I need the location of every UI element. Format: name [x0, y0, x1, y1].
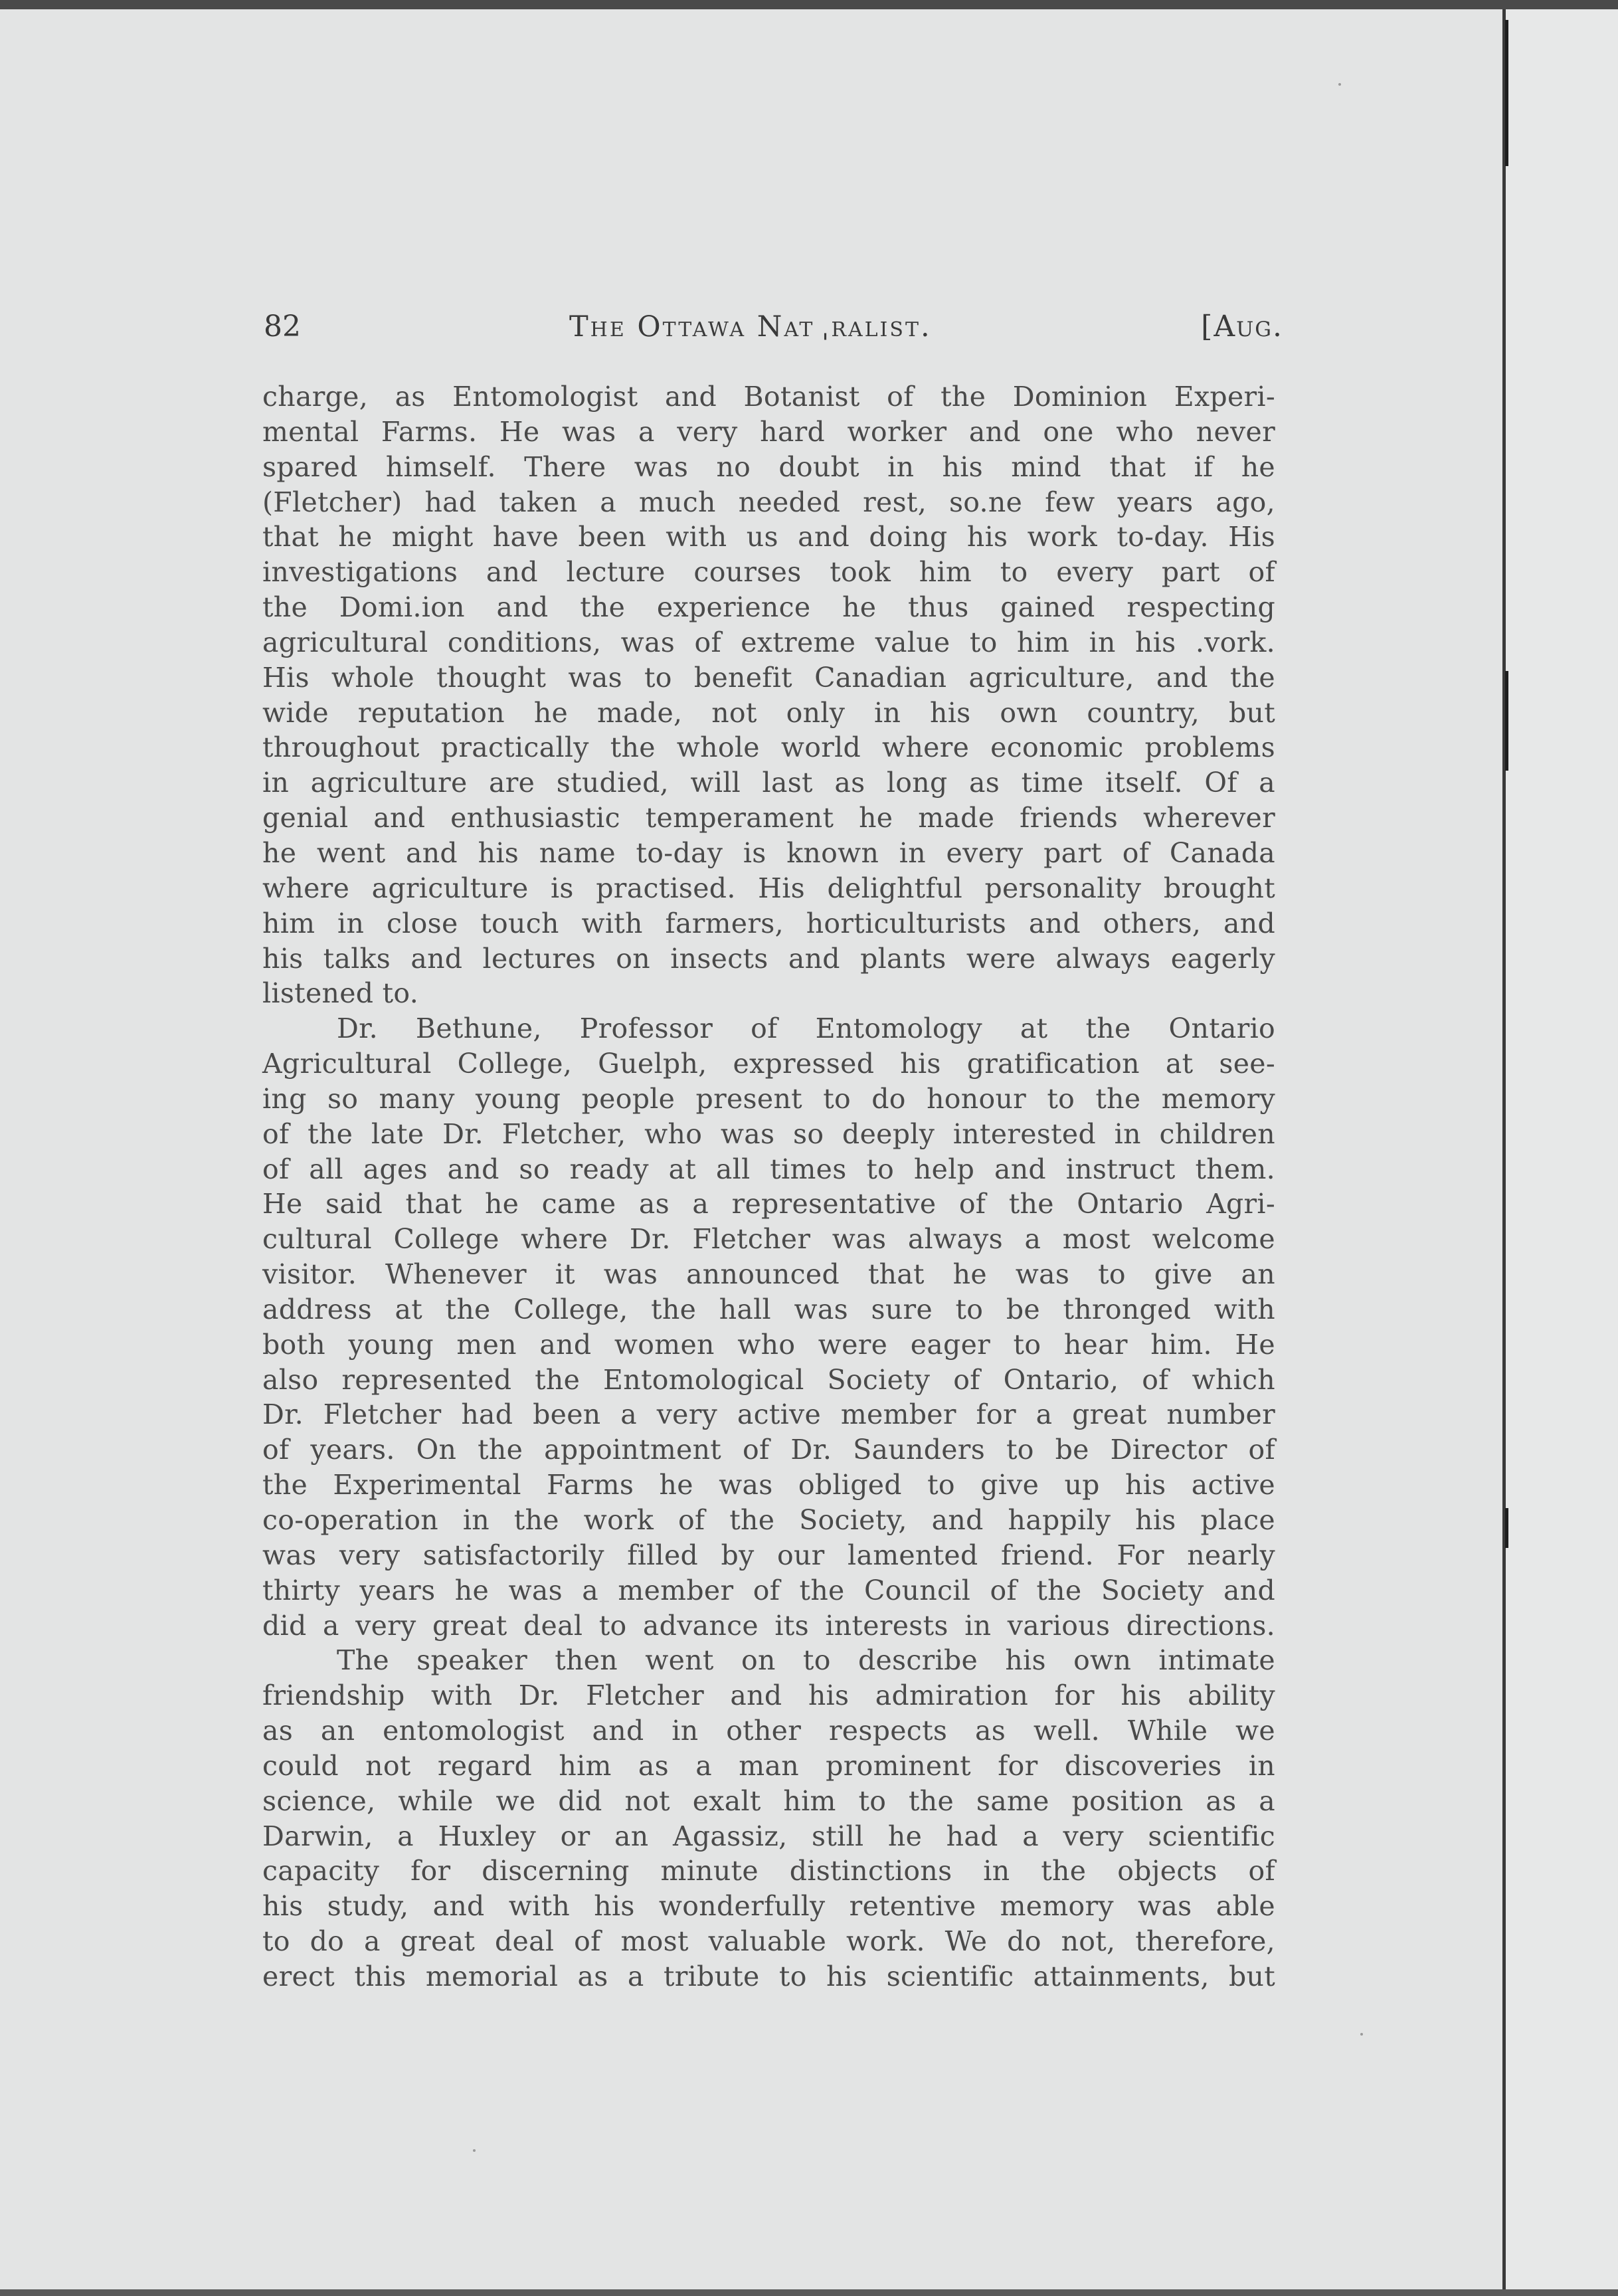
text-line: in agriculture are studied, will last as long as time itself. Of a: [262, 767, 1275, 799]
text-line: genial and enthusiastic temperament he made friends wherever: [262, 802, 1275, 834]
text-line: address at the College, the hall was sure to be thronged with: [262, 1293, 1275, 1325]
text-line: his study, and with his wonderfully retentive memory was able: [262, 1890, 1275, 1923]
text-line: throughout practically the whole world where economic problems: [262, 731, 1275, 764]
dust-speck: [473, 2149, 476, 2152]
text-line: him in close touch with farmers, horticulturists and others, and: [262, 907, 1275, 939]
text-line: friendship with Dr. Fletcher and his admiration for his ability: [262, 1679, 1275, 1712]
text-line: could not regard him as a man prominent for discoveries in: [262, 1749, 1275, 1782]
article-body: [262, 379, 1275, 1994]
text-line: erect this memorial as a tribute to his scientific attainments, but: [262, 1960, 1275, 1992]
text-line: his talks and lectures on insects and plants were always eagerly: [262, 942, 1275, 975]
text-line: science, while we did not exalt him to the same position as a: [262, 1784, 1275, 1817]
text-line: was very satisfactorily filled by our lamented friend. For nearly: [262, 1539, 1275, 1571]
page-edge-mark-2: [1505, 671, 1508, 771]
dust-speck: [1338, 83, 1341, 86]
text-line: visitor. Whenever it was announced that he was to give an: [262, 1258, 1275, 1291]
text-line: that he might have been with us and doing his work to-day. His: [262, 521, 1275, 553]
text-line: investigations and lecture courses took him to every part of: [262, 556, 1275, 589]
page-edge-mark-3: [1505, 1508, 1508, 1548]
text-line: as an entomologist and in other respects as well. While we: [262, 1715, 1275, 1747]
text-line: (Fletcher) had taken a much needed rest, so.ne few years ago,: [262, 486, 1275, 518]
text-line: of the late Dr. Fletcher, who was so deeply interested in children: [262, 1117, 1275, 1150]
text-line: of all ages and so ready at all times to help and instruct them.: [262, 1153, 1275, 1185]
dust-speck: [1360, 2033, 1363, 2036]
text-line: thirty years he was a member of the Council of the Society and: [262, 1574, 1275, 1606]
text-line: agricultural conditions, was of extreme value to him in his .vork.: [262, 626, 1275, 658]
text-line: cultural College where Dr. Fletcher was always a most welcome: [262, 1223, 1275, 1256]
text-line: where agriculture is practised. His delightful personality brought: [262, 872, 1275, 904]
text-line: His whole thought was to benefit Canadian agriculture, and the: [262, 661, 1275, 694]
issue-month: [Aug.: [1201, 310, 1283, 343]
journal-title: The Ottawa Nat ˌralist.: [569, 310, 932, 343]
page-edge-mark-1: [1505, 20, 1508, 166]
text-line: the Experimental Farms he was obliged to give up his active: [262, 1469, 1275, 1501]
page-number: 82: [264, 310, 301, 343]
text-line: Dr. Fletcher had been a very active member for a great number: [262, 1398, 1275, 1431]
text-line: Darwin, a Huxley or an Agassiz, still he had a very scientific: [262, 1820, 1275, 1852]
text-line: capacity for discerning minute distinctions in the objects of: [262, 1855, 1275, 1887]
text-line: ing so many young people present to do honour to the memory: [262, 1082, 1275, 1115]
text-line: listened to.: [262, 977, 419, 1010]
text-line: both young men and women who were eager to hear him. He: [262, 1328, 1275, 1361]
text-line: also represented the Entomological Society of Ontario, of which: [262, 1363, 1275, 1396]
text-line: he went and his name to-day is known in every part of Canada: [262, 836, 1275, 869]
text-line: did a very great deal to advance its interests in various directions.: [262, 1609, 1275, 1642]
text-line: The speaker then went on to describe his own intimate: [337, 1644, 1275, 1677]
text-line: of years. On the appointment of Dr. Saunders to be Director of: [262, 1434, 1275, 1466]
text-line: co-operation in the work of the Society, and happily his place: [262, 1504, 1275, 1536]
text-line: He said that he came as a representative of the Ontario Agri-: [262, 1188, 1275, 1220]
text-line: spared himself. There was no doubt in his mind that if he: [262, 450, 1275, 483]
text-line: charge, as Entomologist and Botanist of the Dominion Experi-: [262, 381, 1275, 413]
text-line: wide reputation he made, not only in his own country, but: [262, 696, 1275, 729]
running-head: [264, 307, 1283, 347]
page-gutter: [1502, 9, 1618, 2289]
text-line: mental Farms. He was a very hard worker and one who never: [262, 415, 1275, 448]
text-line: to do a great deal of most valuable work. We do not, therefore,: [262, 1925, 1275, 1958]
text-line: Dr. Bethune, Professor of Entomology at the Ontario: [337, 1012, 1275, 1045]
scan-bottom-edge: [0, 2289, 1618, 2296]
text-line: Agricultural College, Guelph, expressed his gratification at see-: [262, 1048, 1275, 1080]
text-line: the Domi.ion and the experience he thus gained respecting: [262, 591, 1275, 624]
